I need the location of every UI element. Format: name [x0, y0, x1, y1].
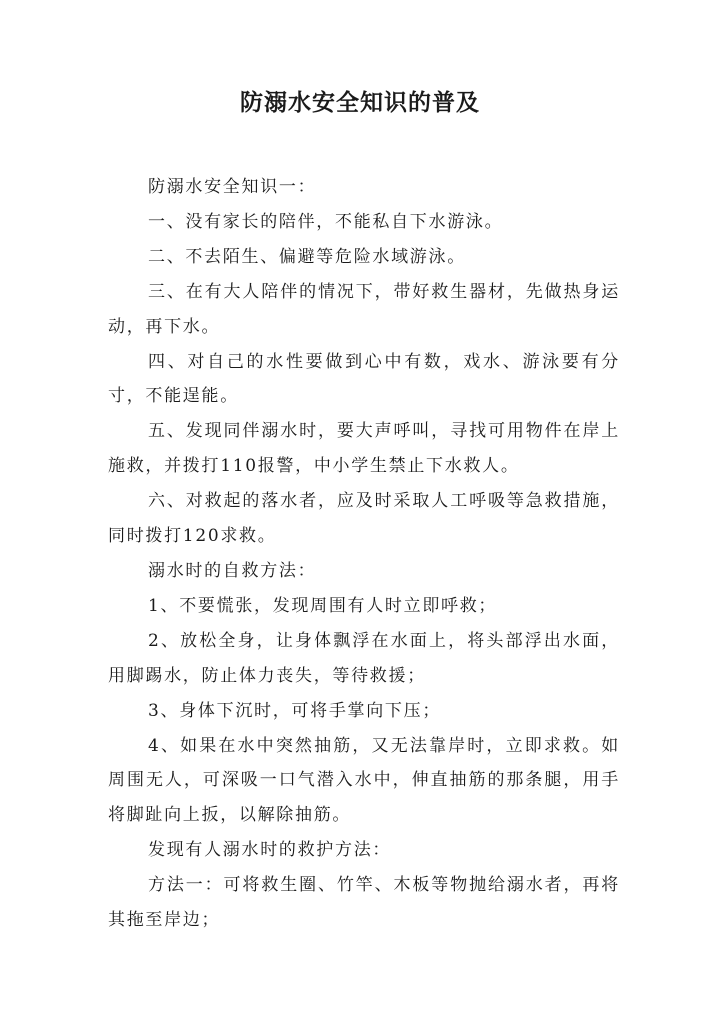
paragraph: 4、如果在水中突然抽筋，又无法靠岸时，立即求救。如周围无人，可深吸一口气潜入水中，伸直抽筋的那条腿，用手将脚趾向上扳，以解除抽筋。	[108, 735, 620, 826]
paragraph: 三、在有大人陪伴的情况下，带好救生器材，先做热身运动，再下水。	[108, 281, 620, 337]
paragraph: 方法一：可将救生圈、竹竿、木板等物抛给溺水者，再将其拖至岸边；	[108, 875, 620, 931]
paragraph: 3、身体下沉时，可将手掌向下压；	[148, 700, 442, 721]
paragraph: 1、不要慌张，发现周围有人时立即呼救；	[148, 595, 498, 616]
paragraph: 发现有人溺水时的救护方法：	[148, 840, 392, 861]
paragraph: 溺水时的自救方法：	[148, 560, 317, 581]
paragraph: 防溺水安全知识一：	[148, 177, 317, 197]
paragraph: 一、没有家长的陪伴，不能私自下水游泳。	[148, 211, 504, 232]
paragraph: 2、放松全身，让身体飘浮在水面上，将头部浮出水面，用脚踢水，防止体力丧失，等待救援；	[108, 630, 620, 686]
paragraph: 五、发现同伴溺水时，要大声呼叫，寻找可用物件在岸上施救，并拨打110报警，中小学生禁止下水救人。	[108, 421, 620, 477]
document-body	[108, 170, 620, 938]
paragraph: 二、不去陌生、偏避等危险水域游泳。	[148, 246, 466, 267]
paragraph: 六、对救起的落水者，应及时采取人工呼吸等急救措施，同时拨打120求救。	[108, 491, 620, 547]
document-title: 防溺水安全知识的普及	[240, 89, 480, 116]
paragraph: 四、对自己的水性要做到心中有数，戏水、游泳要有分寸，不能逞能。	[108, 351, 620, 407]
